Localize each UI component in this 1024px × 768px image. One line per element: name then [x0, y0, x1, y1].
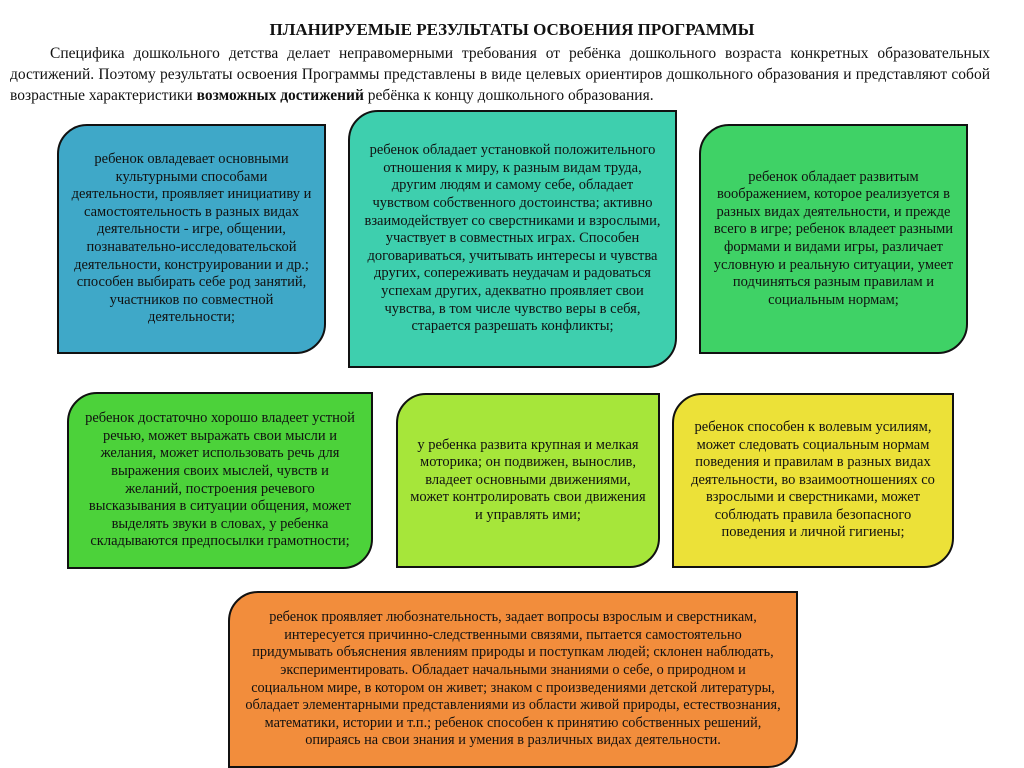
target-box-curiosity [228, 591, 798, 768]
target-box-speech [67, 392, 373, 569]
intro-bold-phrase: возможных достижений [196, 87, 364, 104]
target-box-initiative [57, 124, 326, 354]
target-text-attitude: ребенок обладает установкой положительного отношения к миру, к разным видам труда, другим людям и самому себе, обладает чувством собственного достоинства; активно взаимодействует со сверстниками и взрослыми, участвует в совместных играх. Способен договариваться, учитывать интересы и чувства других, сопереживать неудачам и радоваться успехам других, адекватно проявляет свои чувства, в том числе чувство веры в себя, старается разрешать конфликты; [364, 142, 661, 335]
intro-paragraph [10, 43, 990, 106]
intro-text-before: Специфика дошкольного детства делает неправомерными требования от ребёнка дошкольного возраста конкретных образовательных достижений. Поэтому результаты освоения Программы представлены в виде целевых ориентиров дошкольного образования и представляют собой возрастные характеристики [10, 45, 990, 104]
target-box-attitude [348, 110, 677, 368]
target-text-curiosity: ребенок проявляет любознательность, задает вопросы взрослым и сверстникам, интересуется причинно-следственными связями, пытается самостоятельно придумывать объяснения явлениям природы и поступкам людей; склонен наблюдать, экспериментировать. Обладает начальными знаниями о себе, о природном и социальном мире, в котором он живет; знаком с произведениями детской литературы, обладает элементарными представлениями из области живой природы, естествознания, математики, истории и т.п.; ребенок способен к принятию собственных решений, опираясь на свои знания и умения в различных видах деятельности. [245, 609, 781, 749]
intro-text-after: ребёнка к концу дошкольного образования. [363, 87, 654, 104]
target-text-initiative: ребенок овладевает основными культурными способами деятельности, проявляет инициативу и самостоятельность в разных видах деятельности - игре, общении, познавательно-исследовательской деятельности, конструировании и др.; способен выбирать себе род занятий, участников по совместной деятельности; [71, 151, 312, 326]
target-text-imagination: ребенок обладает развитым воображением, которое реализуется в разных видах деятельности, и прежде всего в игре; ребенок владеет разными формами и видами игры, различает условную и реальную ситуации, умеет подчиняться разным правилам и социальным нормам; [713, 168, 954, 308]
target-text-volition: ребенок способен к волевым усилиям, может следовать социальным нормам поведения и правилам в разных видах деятельности, во взаимоотношениях со взрослыми и сверстниками, может соблюдать правила безопасного поведения и личной гигиены; [691, 418, 935, 541]
target-text-speech: ребенок достаточно хорошо владеет устной речью, может выражать свои мысли и желания, может использовать речь для выражения своих мыслей, чувств и желаний, построения речевого высказывания в ситуации общения, может выделять звуки в словах, у ребенка складываются предпосылки грамотности; [85, 410, 355, 550]
target-box-volition [672, 393, 954, 568]
target-text-motor-skills: у ребенка развита крупная и мелкая моторика; он подвижен, вынослив, владеет основными движениями, может контролировать свои движения и управлять ими; [410, 436, 646, 523]
target-box-motor-skills [396, 393, 660, 568]
target-box-imagination [699, 124, 968, 354]
page-title: ПЛАНИРУЕМЫЕ РЕЗУЛЬТАТЫ ОСВОЕНИЯ ПРОГРАММЫ [269, 20, 755, 39]
